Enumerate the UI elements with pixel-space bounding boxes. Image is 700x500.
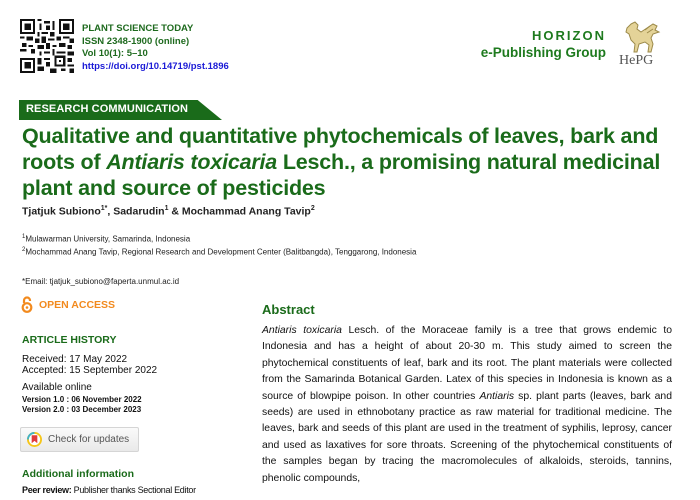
affiliation-item	[22, 232, 416, 245]
article-title	[22, 123, 682, 201]
abstract-genus: Antiaris	[479, 390, 515, 402]
check-for-updates-button[interactable]	[20, 427, 139, 452]
affiliation-mark: 2	[22, 246, 26, 253]
hepg-logo	[617, 20, 663, 70]
abstract-heading: Abstract	[262, 302, 315, 317]
qr-code-icon	[19, 19, 75, 73]
crossmark-icon	[27, 432, 42, 447]
peer-review-text: Publisher thanks Sectional Editor	[71, 485, 196, 495]
open-access-label: OPEN ACCESS	[39, 298, 116, 311]
publisher-line1: HORIZON	[532, 28, 606, 43]
open-lock-icon	[21, 296, 33, 313]
journal-name: PLANT SCIENCE TODAY	[82, 23, 194, 34]
author-separator: ,	[107, 205, 114, 218]
article-type-label: RESEARCH COMMUNICATION	[26, 103, 189, 115]
journal-volume: Vol 10(1): 5–10	[82, 48, 148, 59]
journal-issn: ISSN 2348-1900 (online)	[82, 35, 190, 47]
griffin-icon	[617, 20, 663, 56]
peer-review-note	[22, 485, 196, 495]
version-2: Version 2.0 : 03 December 2023	[22, 405, 142, 414]
author-name: Tjatjuk Subiono	[22, 205, 101, 218]
author-name: Mochammad Anang Tavip	[181, 205, 311, 218]
version-1: Version 1.0 : 06 November 2022	[22, 395, 142, 404]
author-affiliation-mark: 1	[164, 205, 169, 212]
abstract-species: Antiaris toxicaria	[262, 325, 342, 336]
abstract-text-cont: sp. plant parts (leaves, bark and seeds) are used in ethnobotany practice as raw material for traditional medicine. The leaves, bark and seeds of this plant are used in the treatment of syphilis, leprosy, cancer and used as laxatives for sore throats. Screening of the phytochemical constituents of the samples began by tracing the macromolecules of alkaloids, steroids, tannins, phenolic compounds,	[262, 390, 672, 484]
publisher-name	[481, 27, 606, 61]
author-name: Sadarudin	[113, 205, 165, 218]
article-type-banner	[19, 100, 222, 120]
article-history-heading: ARTICLE HISTORY	[22, 334, 117, 346]
affiliation-item	[22, 245, 416, 258]
article-history-dates	[22, 354, 157, 376]
title-text: Qualitative and quantitative phytochemicals of leaves, bark and roots of	[22, 124, 659, 174]
affiliation-text: Mulawarman University, Samarinda, Indonesia	[25, 234, 191, 244]
journal-info	[82, 23, 229, 73]
check-for-updates-label: Check for updates	[48, 434, 130, 445]
additional-info-heading: Additional information	[22, 468, 134, 480]
author-affiliation-mark: 2	[310, 205, 315, 212]
affiliation-text: Mochammad Anang Tavip, Regional Research and Development Center (Balitbangda), Tenggarong, Indonesia	[25, 247, 417, 257]
corresponding-email[interactable]: *Email: tjatjuk_subiono@faperta.unmul.ac.id	[22, 277, 180, 286]
publisher-line2: e-Publishing Group	[480, 45, 606, 60]
received-date: Received: 17 May 2022	[22, 354, 128, 365]
abstract-text: Lesch. of the Moraceae family is a tree that grows endemic to Indonesia and has a height of about 20-30 m. This study aimed to screen the phytochemical constituents of leaf, bark and its root. The plant materials were collected from the Samarinda Botanical Garden. Latex of this species in Indonesia is known as a source of blowpipe poison. In other countries	[262, 325, 672, 402]
title-species: Antiaris toxicaria	[106, 150, 278, 174]
author-list	[22, 205, 315, 218]
author-affiliation-mark: 1*	[100, 205, 108, 212]
available-online-label: Available online	[22, 382, 92, 393]
logo-text: HePG	[619, 53, 654, 68]
version-list	[22, 395, 142, 415]
peer-review-label: Peer review:	[22, 485, 72, 495]
affiliations	[22, 232, 416, 257]
author-separator: &	[168, 205, 182, 218]
title-text-end: Lesch., a promising natural medicinal plant and source of pesticides	[22, 150, 661, 200]
doi-link[interactable]: https://doi.org/10.14719/pst.1896	[82, 60, 229, 72]
open-access-badge	[21, 296, 115, 313]
affiliation-mark: 1	[22, 234, 26, 240]
accepted-date: Accepted: 15 September 2022	[22, 365, 158, 376]
abstract-body	[262, 323, 672, 487]
